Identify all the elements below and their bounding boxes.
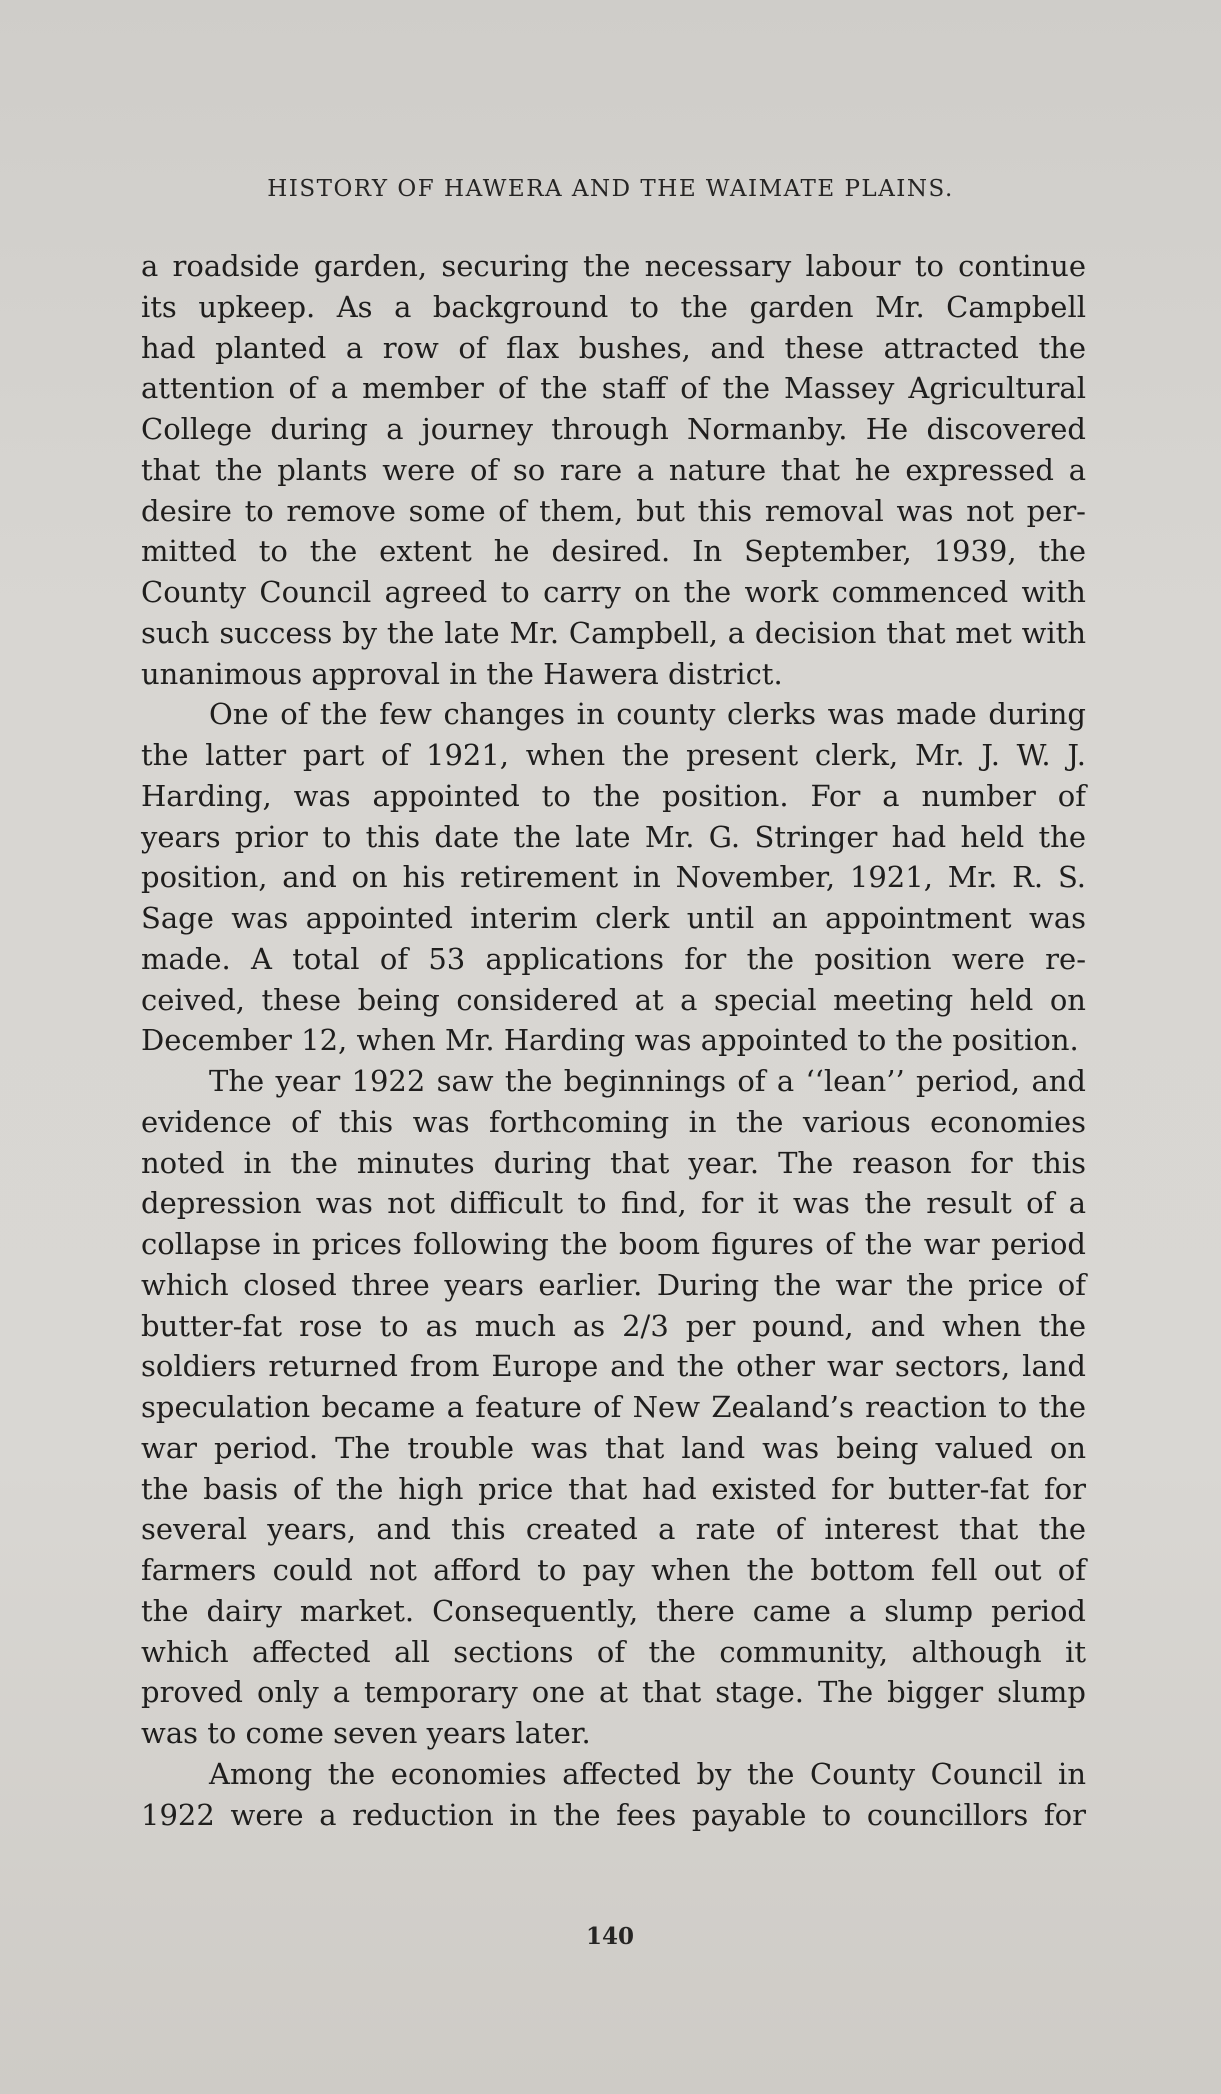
- text-line: the latter part of 1921, when the present clerk, Mr. J. W. J.: [141, 738, 1086, 772]
- text-line: attention of a member of the staff of the Massey Agricultural: [141, 371, 1086, 406]
- page-number: 140: [585, 1923, 634, 1950]
- text-line: Harding, was appointed to the position. For a number of: [141, 778, 1086, 813]
- paragraph-1: [141, 246, 1086, 694]
- paragraph-3: [141, 1061, 1086, 1754]
- text-line: the basis of the high price that had existed for butter-fat for: [141, 1471, 1086, 1506]
- text-line: ceived, these being considered at a special meeting held on: [141, 982, 1086, 1017]
- text-line: war period. The trouble was that land was being valued on: [141, 1430, 1086, 1465]
- text-line: County Council agreed to carry on the work commenced with: [141, 575, 1086, 609]
- text-line: butter-fat rose to as much as 2/3 per pound, and when the: [141, 1308, 1086, 1343]
- text-line: mitted to the extent he desired. In September, 1939, the: [141, 534, 1086, 569]
- text-line: years prior to this date the late Mr. G. Stringer had held the: [141, 819, 1086, 854]
- text-line: its upkeep. As a background to the garden Mr. Campbell: [141, 289, 1086, 324]
- text-line: several years, and this created a rate of interest that the: [141, 1512, 1086, 1547]
- body-text: [141, 246, 1086, 1835]
- text-line: a roadside garden, securing the necessary labour to continue: [141, 249, 1086, 283]
- text-line: The year 1922 saw the beginnings of a ‘‘lean’’ period, and: [209, 1064, 1086, 1098]
- text-line: the dairy market. Consequently, there came a slump period: [141, 1593, 1086, 1628]
- text-line: proved only a temporary one at that stage. The bigger slump: [141, 1675, 1086, 1710]
- text-line: that the plants were of so rare a nature that he expressed a: [141, 452, 1086, 487]
- text-line: which closed three years earlier. During the war the price of: [141, 1267, 1086, 1302]
- text-line: Sage was appointed interim clerk until an appointment was: [141, 901, 1086, 935]
- text-line: College during a journey through Normanby. He discovered: [141, 412, 1086, 446]
- text-line: speculation became a feature of New Zealand’s reaction to the: [141, 1390, 1086, 1424]
- text-line: was to come seven years later.: [141, 1716, 591, 1750]
- text-line: made. A total of 53 applications for the position were re-: [141, 941, 1086, 976]
- text-line: such success by the late Mr. Campbell, a decision that met with: [141, 615, 1086, 650]
- text-line: soldiers returned from Europe and the other war sectors, land: [141, 1349, 1086, 1384]
- text-line: had planted a row of flax bushes, and these attracted the: [141, 330, 1086, 365]
- paragraph-2: [141, 694, 1086, 1061]
- text-line: One of the few changes in county clerks was made during: [209, 697, 1086, 732]
- text-line: noted in the minutes during that year. The reason for this: [141, 1145, 1086, 1180]
- text-line: 1922 were a reduction in the fees payable to councillors for: [141, 1797, 1086, 1832]
- text-line: depression was not difficult to find, for it was the result of a: [141, 1186, 1086, 1221]
- text-line: collapse in prices following the boom figures of the war period: [141, 1227, 1086, 1261]
- paragraph-4: [141, 1754, 1086, 1836]
- text-line: desire to remove some of them, but this removal was not per-: [141, 493, 1086, 528]
- running-head: HISTORY OF HAWERA AND THE WAIMATE PLAINS.: [267, 176, 954, 202]
- text-line: farmers could not afford to pay when the bottom fell out of: [141, 1553, 1086, 1587]
- text-line: which affected all sections of the community, although it: [141, 1634, 1086, 1669]
- text-line: position, and on his retirement in November, 1921, Mr. R. S.: [141, 860, 1086, 895]
- text-line: December 12, when Mr. Harding was appointed to the position.: [141, 1023, 1079, 1058]
- text-line: evidence of this was forthcoming in the various economies: [141, 1104, 1086, 1139]
- text-line: Among the economies affected by the County Council in: [209, 1756, 1086, 1791]
- text-line: unanimous approval in the Hawera district.: [141, 656, 783, 691]
